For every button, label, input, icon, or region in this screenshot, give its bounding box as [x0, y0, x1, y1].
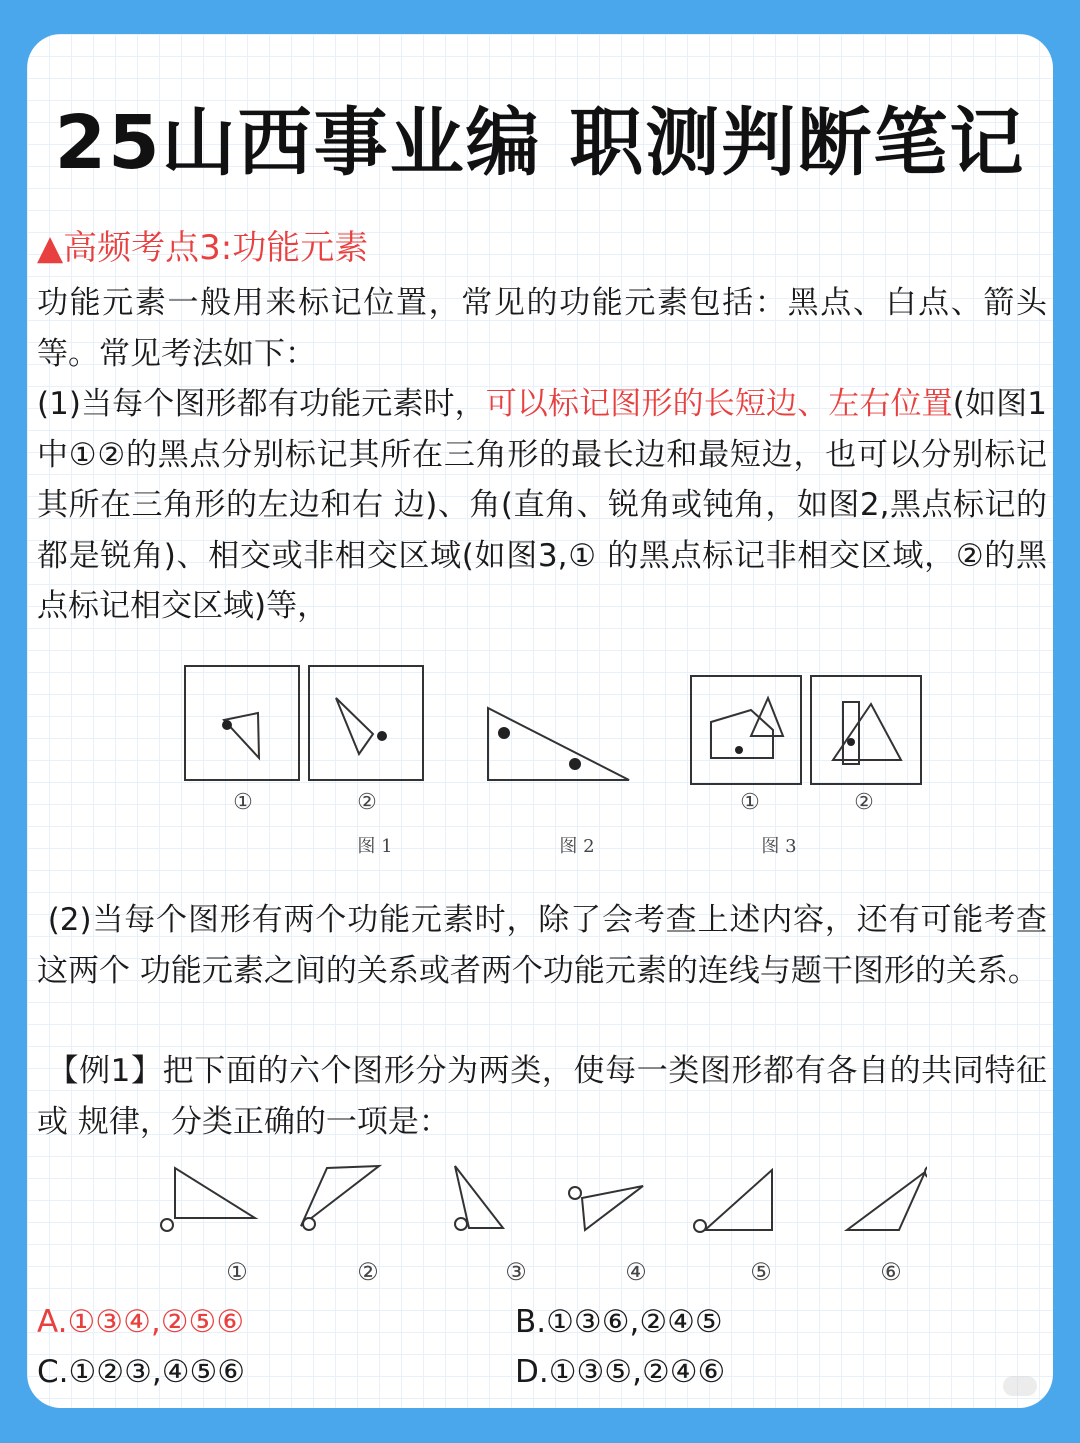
example-label-3: ③ [505, 1258, 527, 1286]
page-title: 25山西事业编 职测判断笔记 [54, 100, 1026, 186]
option-c[interactable]: C.①②③,④⑤⑥ [37, 1354, 246, 1390]
fig1-caption: 图 1 [357, 836, 393, 857]
point-1-lead: (1)当每个图形都有功能元素时， [37, 386, 486, 422]
example-question: 【例1】把下面的六个图形分为两类，使每一类图形都有各自的共同特征或 规律，分类正确的一项是： [37, 1053, 1047, 1140]
section-heading: ▲高频考点3:功能元素 [37, 228, 369, 268]
example-label-1: ① [226, 1258, 248, 1286]
fig3-panel-2 [811, 676, 921, 784]
fig1-panel-1 [185, 666, 299, 780]
fig3-caption: 图 3 [761, 836, 797, 857]
example-shape-1 [161, 1168, 255, 1231]
fig3-panel-1 [691, 676, 801, 784]
note-card [27, 34, 1053, 1408]
fig3-sub-label-1: ① [740, 790, 760, 815]
example-shape-2 [301, 1166, 379, 1230]
option-d[interactable]: D.①③⑤,②④⑥ [515, 1354, 726, 1390]
example-shape-3 [455, 1166, 503, 1230]
intro-paragraph: 功能元素一般用来标记位置，常见的功能元素包括：黑点、白点、箭头等。常见考法如下： [37, 285, 1047, 372]
fig1-panel-2 [309, 666, 423, 780]
example-label-2: ② [357, 1258, 379, 1286]
fig2-caption: 图 2 [559, 836, 595, 857]
point-2-paragraph: (2)当每个图形有两个功能元素时，除了会考查上述内容，还有可能考查这两个 功能元素之间的关系或者两个功能元素的连线与题干图形的关系。 [37, 902, 1047, 989]
fig3-sub-label-2: ② [854, 790, 874, 815]
point-1-paragraph [37, 379, 1047, 632]
example-shape-5 [694, 1170, 772, 1232]
example-shape-4 [569, 1186, 643, 1230]
example-label-4: ④ [625, 1258, 647, 1286]
example-shape-6 [847, 1166, 927, 1230]
fig1-sub-label-2: ② [357, 790, 377, 815]
option-b[interactable]: B.①③⑥,②④⑤ [515, 1304, 723, 1340]
point-1-highlight: 可以标记图形的长短边、左右位置 [485, 386, 953, 422]
example-label-6: ⑥ [880, 1258, 902, 1286]
option-a[interactable]: A.①③④,②⑤⑥ [37, 1304, 245, 1340]
example-figure [147, 1158, 927, 1288]
fig1-sub-label-1: ① [233, 790, 253, 815]
watermark-badge [1003, 1376, 1037, 1396]
point-1-rest: (如图1中①②的黑点分别标记其所在三角形的最长边和最短边，也可以分别标记其所在三角形的左边和右 边)、角(直角、锐角或钝角，如图2,黑点标记的都是锐角)、相交或非相交区域(如图3,① 的黑点标记非相交区域，②的黑点标记相交区域)等， [37, 386, 1047, 624]
fig2-triangle [488, 708, 629, 780]
figure-set-top [177, 662, 937, 862]
example-label-5: ⑤ [750, 1258, 772, 1286]
